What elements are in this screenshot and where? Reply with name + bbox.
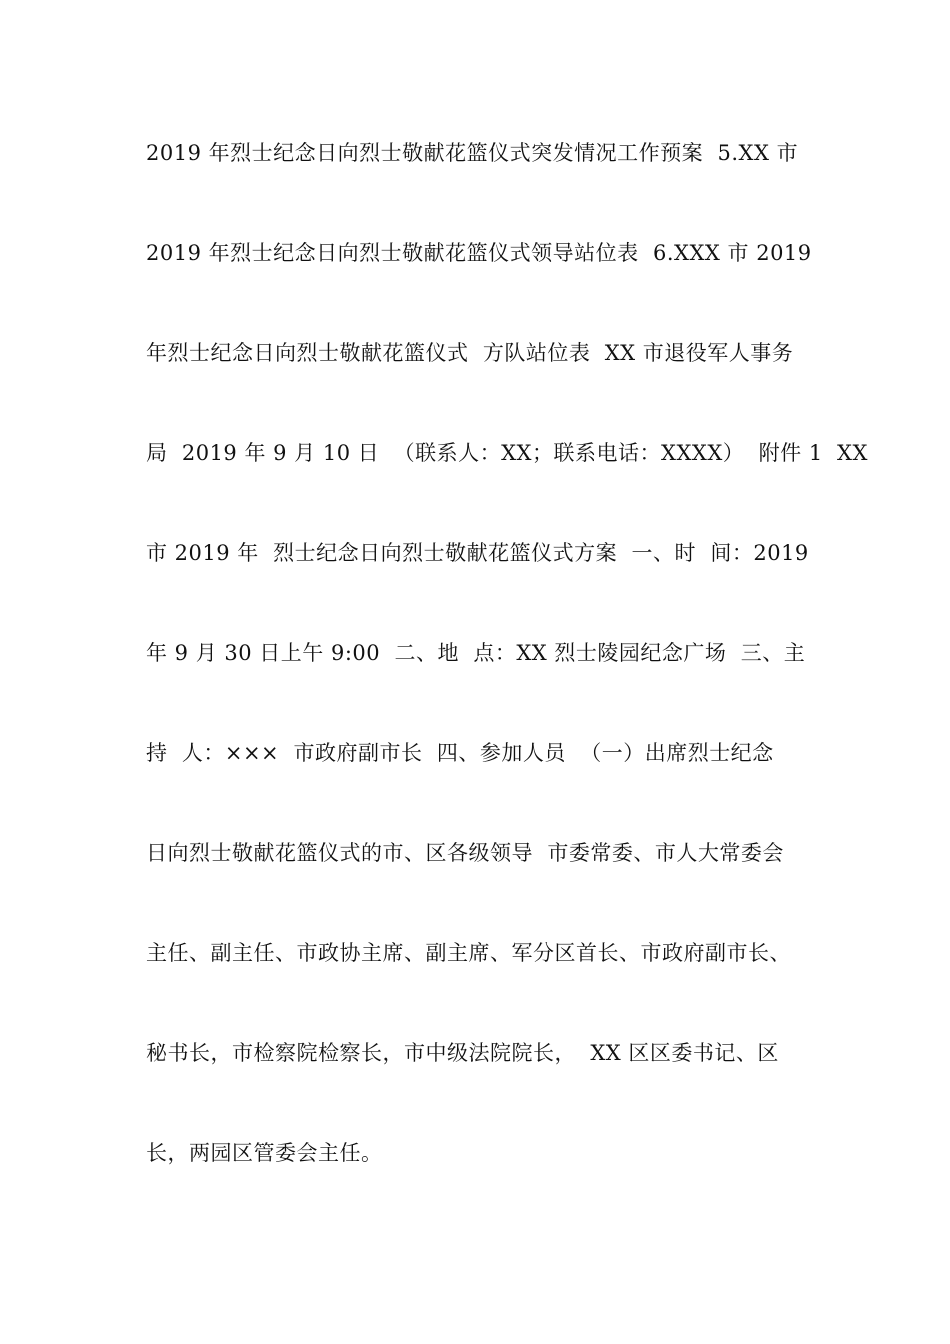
text-line: 2019 年烈士纪念日向烈士敬献花篮仪式突发情况工作预案 5.XX 市	[146, 141, 799, 165]
body-text	[146, 128, 868, 1228]
text-line: 局 2019 年 9 月 10 日 （联系人：XX；联系电话：XXXX） 附件 1 XX	[146, 441, 868, 465]
text-line: 年 9 月 30 日上午 9:00 二、地 点：XX 烈士陵园纪念广场 三、主	[146, 641, 806, 665]
text-line: 年烈士纪念日向烈士敬献花篮仪式 方队站位表 XX 市退役军人事务	[146, 341, 794, 365]
text-line: 2019 年烈士纪念日向烈士敬献花篮仪式领导站位表 6.XXX 市 2019	[146, 241, 812, 265]
text-line: 持 人：××× 市政府副市长 四、参加人员 （一）出席烈士纪念	[146, 741, 774, 765]
text-line: 主任、副主任、市政协主席、副主席、军分区首长、市政府副市长、	[146, 941, 791, 965]
text-line: 日向烈士敬献花篮仪式的市、区各级领导 市委常委、市人大常委会	[146, 841, 784, 865]
text-line: 长，两园区管委会主任。	[146, 1141, 383, 1165]
text-line: 市 2019 年 烈士纪念日向烈士敬献花篮仪式方案 一、时 间：2019	[146, 541, 809, 565]
text-line: 秘书长，市检察院检察长，市中级法院院长， XX 区区委书记、区	[146, 1041, 779, 1065]
